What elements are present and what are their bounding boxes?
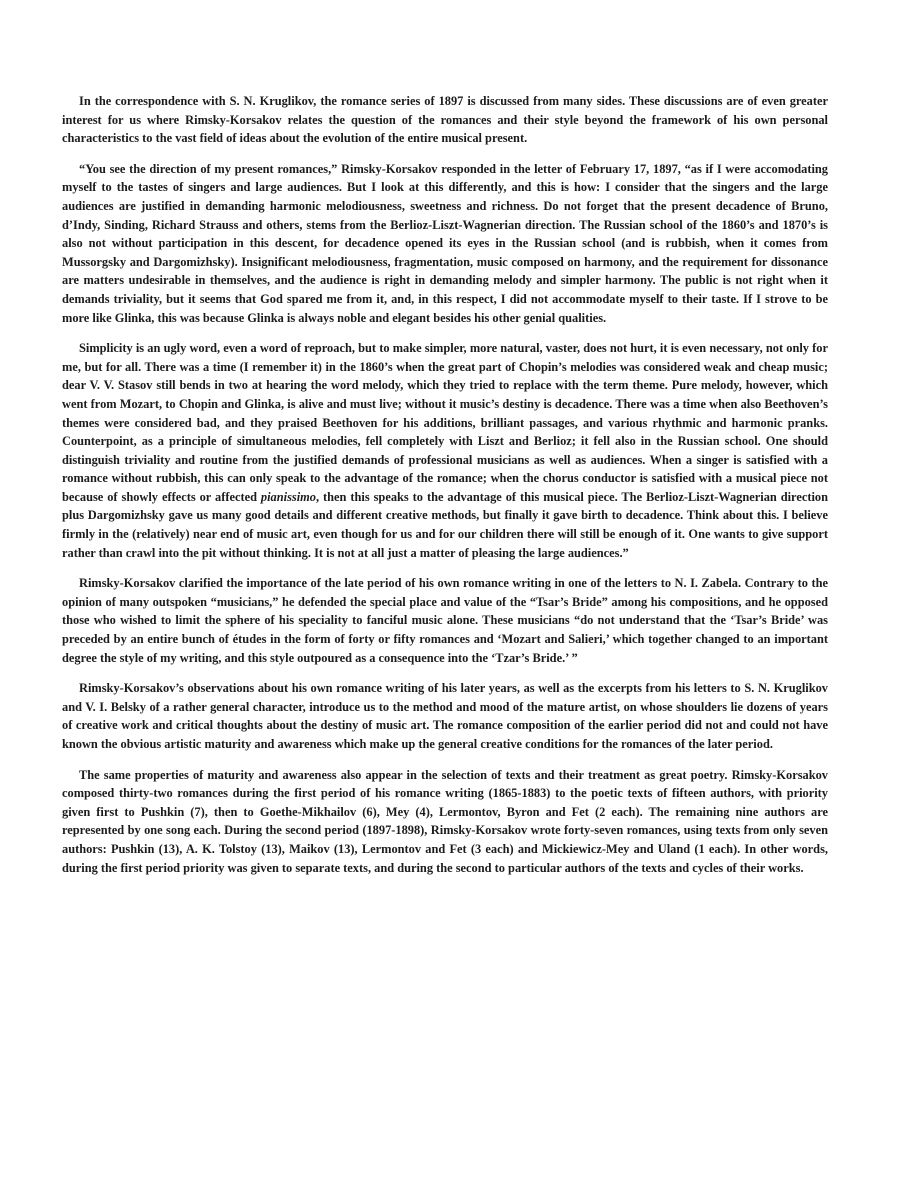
- paragraph-2: “You see the direction of my present romances,” Rimsky-Korsakov responded in the letter of February 17, 1897, “as if I were accomodating myself to the tastes of singers and large audiences. But I look at this differently, and this is how: I consider that the singers and the large audiences are justified in demanding harmonic melodiousness, sweetness and richness. Do not forget that the present decadence of Bruno, d’Indy, Sinding, Richard Strauss and others, stems from the Berlioz-Liszt-Wagnerian direction. The Russian school of the 1860’s and 1870’s is also not without participation in this descent, for decadence opened its eyes in the Russian school (and is rubbish, when it comes from Mussorgsky and Dargomizhsky). Insignificant melodiousness, fragmentation, music composed on harmony, and the requirement for dissonance are matters undesirable in themselves, and the audience is right in demanding melody and simpler harmony. The public is not right when it demands triviality, but it seems that God spared me from it, and, in this respect, I did not accommodate myself to their taste. If I strove to be more like Glinka, this was because Glinka is always noble and elegant besides his other genial qualities.: [62, 161, 828, 325]
- paragraph-4: Rimsky-Korsakov clarified the importance of the late period of his own romance writing in one of the letters to N. I. Zabela. Contrary to the opinion of many outspoken “musicians,” he defended the special place and value of the “Tsar’s Bride” among his compositions, and he opposed those who wished to limit the sphere of his speciality to fanciful music alone. These musicians “do not understand that the ‘Tsar’s Bride’ was preceded by an entire bunch of études in the form of forty or fifty romances and ‘Mozart and Salieri,’ which together changed to an important degree the style of my writing, and this style outpoured as a consequence into the ‘Tzar’s Bride.’ ”: [62, 576, 828, 665]
- paragraph-3-emphasis: pianissimo: [260, 489, 316, 504]
- document-page: [62, 92, 828, 889]
- paragraph-3-text-after: , then this speaks to the advantage of this musical piece. The Berlioz-Liszt-Wagnerian direction plus Dargomizhsky gave us many good details and different creative methods, but finally it gave birth to decadence. Think about this. I believe firmly in the (relatively) near end of music art, even though for us and for our children there will still be enough of it. One wants to give support rather than crawl into the pit without thinking. It is not at all just a matter of pleasing the large audiences.”: [62, 489, 828, 560]
- paragraph-1: In the correspondence with S. N. Kruglikov, the romance series of 1897 is discussed from many sides. These discussions are of even greater interest for us where Rimsky-Korsakov relates the question of the romances and their style beyond the framework of his own personal characteristics to the vast field of ideas about the evolution of the entire musical present.: [62, 94, 828, 146]
- paragraph-3-text-before: Simplicity is an ugly word, even a word of reproach, but to make simpler, more natural, vaster, does not hurt, it is even necessary, not only for me, but for all. There was a time (I remember it) in the 1860’s when the great part of Chopin’s melodies was considered weak and cheap music; dear V. V. Stasov still bends in two at hearing the word melody, which they tried to replace with the term theme. Pure melody, however, which went from Mozart, to Chopin and Glinka, is alive and must live; without it music’s destiny is decadence. There was a time when also Beethoven’s themes were considered bad, and they praised Beethoven for his additions, brilliant passages, and various rhythmic and harmonic pranks. Counterpoint, as a principle of simultaneous melodies, fell completely with Liszt and Berlioz; it fell also in the Russian school. One should distinguish triviality and routine from the justified demands of professional musicians as well as audiences. When a singer is satisfied with a romance without rubbish, this can only speak to the advantage of the romance; when the chorus conductor is satisfied with a musical piece not because of showly effects or affected: [62, 341, 828, 504]
- paragraph-5: Rimsky-Korsakov’s observations about his own romance writing of his later years, as well as the excerpts from his letters to S. N. Kruglikov and V. I. Belsky of a rather general character, introduce us to the method and mood of the mature artist, on whose shoulders lie dozens of years of creative work and critical thoughts about the destiny of music art. The romance composition of the earlier period did not and could not have known the obvious artistic maturity and awareness which make up the general creative conditions for the romances of the later period.: [62, 681, 828, 751]
- paragraph-3: [62, 339, 828, 562]
- paragraph-6: The same properties of maturity and awareness also appear in the selection of texts and their treatment as great poetry. Rimsky-Korsakov composed thirty-two romances during the first period of his romance writing (1865-1883) to the poetic texts of fifteen authors, with priority given first to Pushkin (7), then to Goethe-Mikhailov (6), Mey (4), Lermontov, Byron and Fet (2 each). The remaining nine authors are represented by one song each. During the second period (1897-1898), Rimsky-Korsakov wrote forty-seven romances, using texts from only seven authors: Pushkin (13), A. K. Tolstoy (13), Maikov (13), Lermontov and Fet (3 each) and Mickiewicz-Mey and Uland (1 each). In other words, during the first period priority was given to separate texts, and during the second to particular authors of the texts and cycles of their works.: [62, 767, 828, 875]
